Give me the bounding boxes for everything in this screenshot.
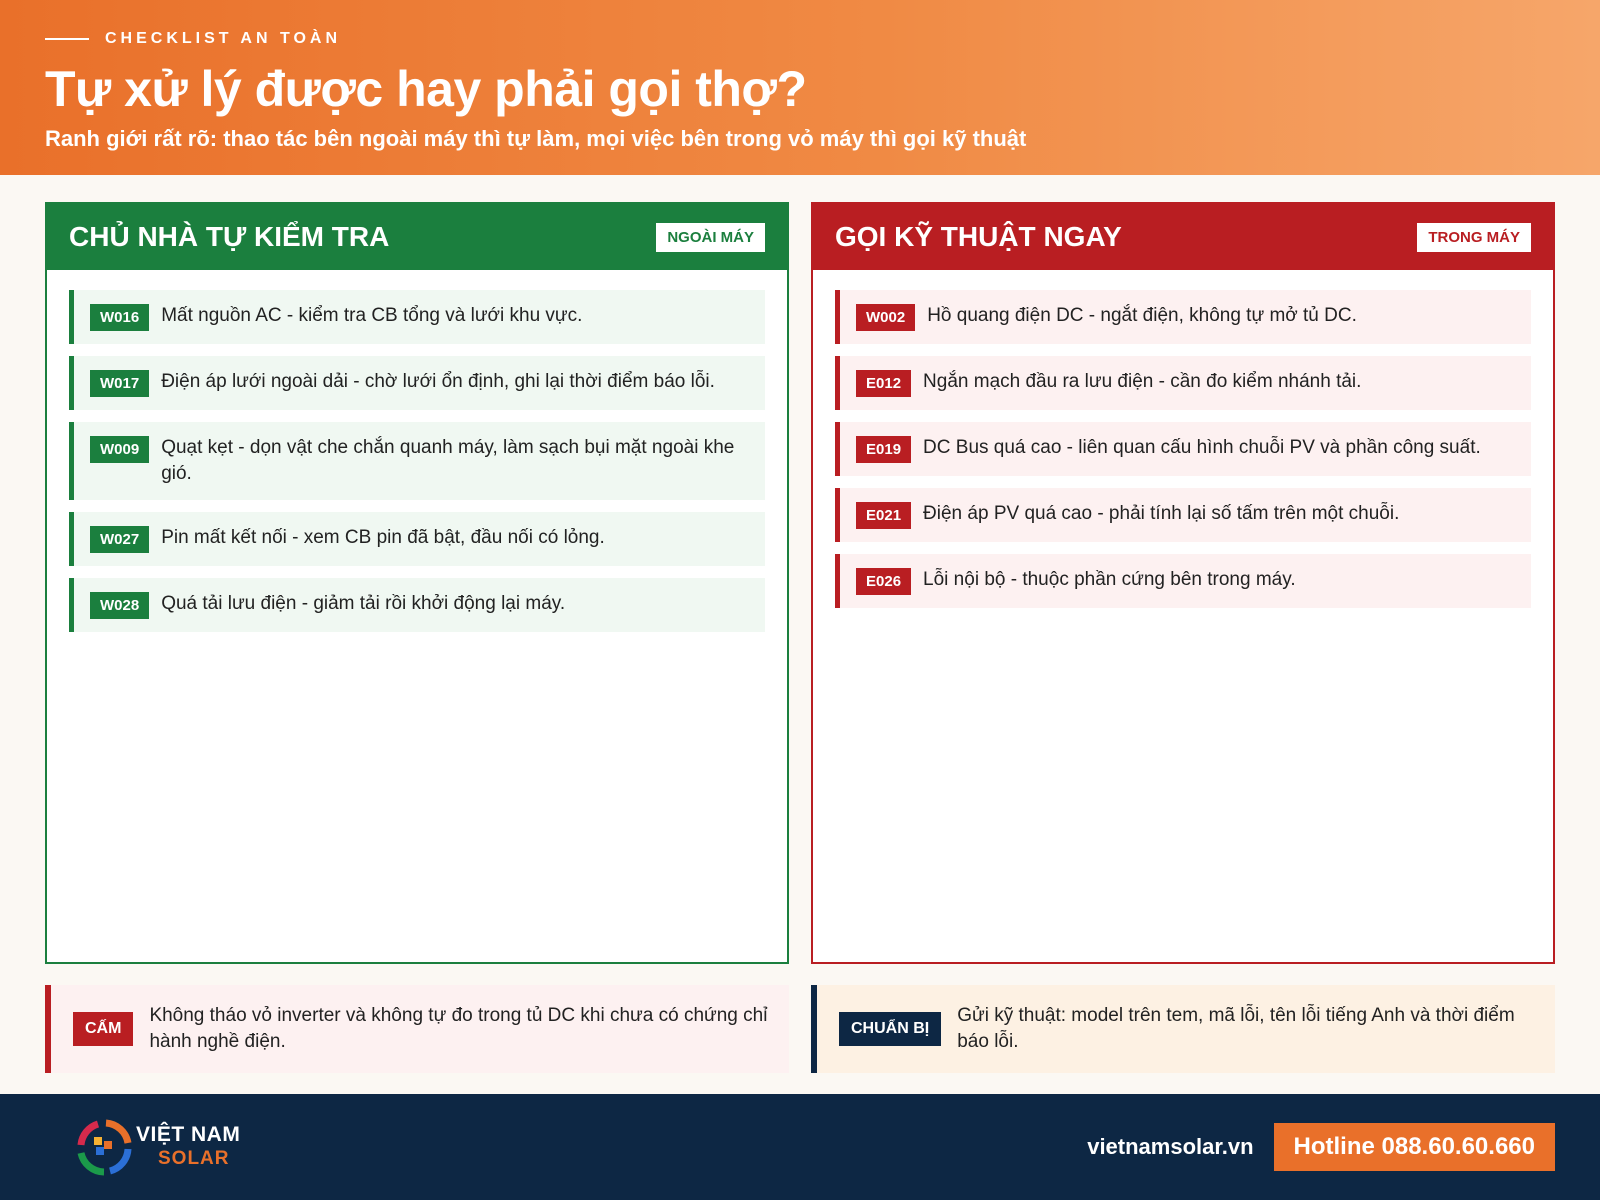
- call-technician-panel-header: [813, 204, 1553, 270]
- error-description: Lỗi nội bộ - thuộc phần cứng bên trong máy.: [923, 569, 1296, 590]
- error-description: Điện áp PV quá cao - phải tính lại số tấm trên một chuỗi.: [923, 503, 1400, 524]
- prepare-text: Gửi kỹ thuật: model trên tem, mã lỗi, tên lỗi tiếng Anh và thời điểm báo lỗi.: [957, 1005, 1515, 1052]
- warning-note: [45, 985, 789, 1073]
- list-item: [69, 356, 765, 410]
- self-check-panel-header: [47, 204, 787, 270]
- page-subtitle: Ranh giới rất rõ: thao tác bên ngoài máy thì tự làm, mọi việc bên trong vỏ máy thì gọi kỹ thuật: [45, 126, 1027, 151]
- list-item: [835, 356, 1531, 410]
- hotline-button[interactable]: Hotline 088.60.60.660: [1274, 1123, 1555, 1171]
- page-title: Tự xử lý được hay phải gọi thợ?: [45, 61, 807, 117]
- error-code-badge: W027: [90, 526, 149, 553]
- error-code-badge: W017: [90, 370, 149, 397]
- list-item: [69, 512, 765, 566]
- self-check-list: [47, 270, 787, 632]
- call-technician-panel-title: GỌI KỸ THUẬT NGAY: [835, 221, 1122, 252]
- list-item: [835, 554, 1531, 608]
- self-check-panel-title: CHỦ NHÀ TỰ KIỂM TRA: [69, 221, 390, 252]
- call-technician-panel: [811, 202, 1555, 964]
- error-code-badge: W028: [90, 592, 149, 619]
- logo-line-2: SOLAR: [158, 1148, 230, 1169]
- prepare-tag: CHUẨN BỊ: [839, 1012, 941, 1046]
- error-description: Pin mất kết nối - xem CB pin đã bật, đầu nối có lỏng.: [161, 527, 605, 548]
- contact-area: [1087, 1123, 1555, 1171]
- logo-wordmark: [136, 1123, 240, 1171]
- outside-machine-tag: NGOÀI MÁY: [656, 223, 765, 252]
- list-item: [835, 290, 1531, 344]
- kicker-text: CHECKLIST AN TOÀN: [105, 30, 341, 47]
- error-description: Hồ quang điện DC - ngắt điện, không tự mở tủ DC.: [927, 305, 1357, 326]
- error-description: DC Bus quá cao - liên quan cấu hình chuỗi PV và phần công suất.: [923, 437, 1481, 458]
- kicker-line: [45, 38, 89, 40]
- call-technician-list: [813, 270, 1553, 608]
- footer: [0, 1094, 1600, 1200]
- error-code-badge: W016: [90, 304, 149, 331]
- list-item: [835, 422, 1531, 476]
- error-description: Ngắn mạch đầu ra lưu điện - cần đo kiểm nhánh tải.: [923, 371, 1362, 392]
- error-description: Mất nguồn AC - kiểm tra CB tổng và lưới khu vực.: [161, 305, 583, 326]
- error-description: Quạt kẹt - dọn vật che chắn quanh máy, làm sạch bụi mặt ngoài khe gió.: [161, 437, 735, 484]
- error-code-badge: E021: [856, 502, 911, 529]
- solar-ring-icon: [76, 1117, 132, 1177]
- error-code-badge: E019: [856, 436, 911, 463]
- header-banner: [0, 0, 1600, 175]
- error-code-badge: W009: [90, 436, 149, 463]
- brand-logo: [76, 1117, 240, 1177]
- error-description: Điện áp lưới ngoài dải - chờ lưới ổn định, ghi lại thời điểm báo lỗi.: [161, 371, 715, 392]
- website-link[interactable]: vietnamsolar.vn: [1087, 1134, 1254, 1159]
- warning-text: Không tháo vỏ inverter và không tự đo trong tủ DC khi chưa có chứng chỉ hành nghề điện.: [149, 1005, 768, 1052]
- self-check-panel: [45, 202, 789, 964]
- error-code-badge: W002: [856, 304, 915, 331]
- list-item: [69, 578, 765, 632]
- inside-machine-tag: TRONG MÁY: [1417, 223, 1531, 252]
- list-item: [69, 290, 765, 344]
- list-item: [835, 488, 1531, 542]
- error-description: Quá tải lưu điện - giảm tải rồi khởi động lại máy.: [161, 593, 566, 614]
- warning-tag: CẤM: [73, 1012, 133, 1046]
- logo-line-1: VIỆT NAM: [136, 1123, 241, 1146]
- kicker: [45, 28, 1555, 50]
- prepare-note: [811, 985, 1555, 1073]
- error-code-badge: E026: [856, 568, 911, 595]
- error-code-badge: E012: [856, 370, 911, 397]
- list-item: [69, 422, 765, 500]
